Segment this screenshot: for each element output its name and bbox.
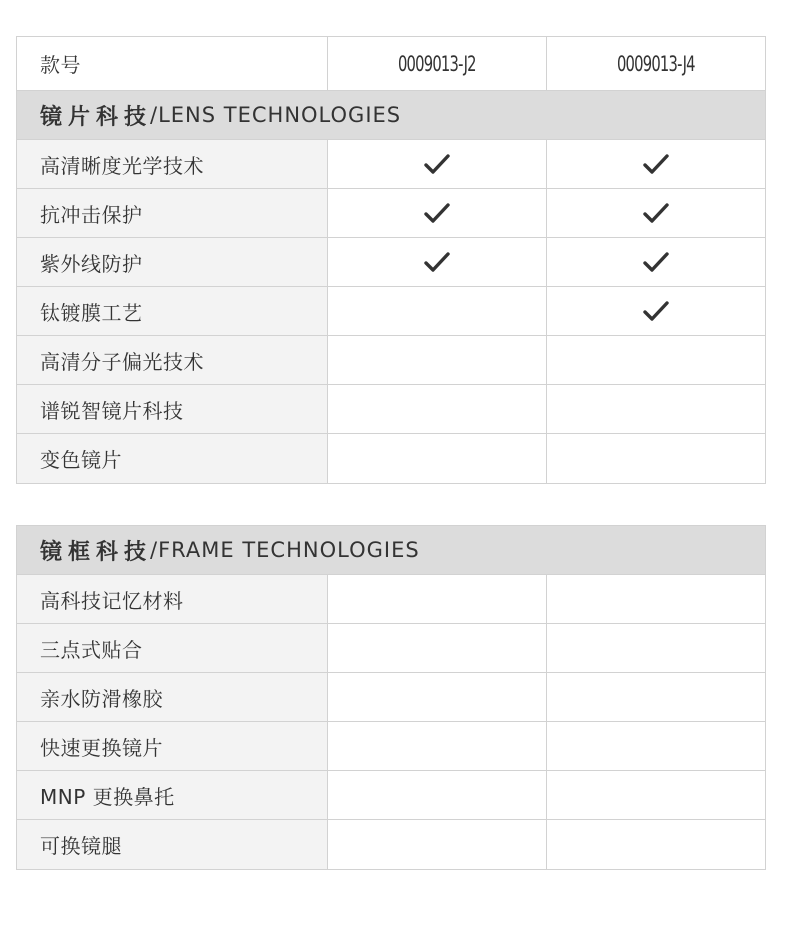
feature-label: 亲水防滑橡胶 [17,673,328,721]
feature-label: 快速更换镜片 [17,722,328,770]
section-title-cn: 镜片科技 [40,104,153,130]
table-row [17,238,765,287]
feature-cell [547,624,765,672]
table-row [17,385,765,434]
lens-technologies-table [16,36,766,484]
feature-cell [328,434,547,483]
feature-cell [328,624,547,672]
feature-label: 抗冲击保护 [17,189,328,237]
checkmark-icon [643,153,669,175]
table-row [17,434,765,483]
feature-cell [328,575,547,623]
feature-label: 谱锐智镜片科技 [17,385,328,433]
frame-feature-rows [17,575,765,869]
model-column-2 [547,37,765,90]
feature-label: 可换镜腿 [17,820,328,869]
feature-cell [328,673,547,721]
feature-cell [328,385,547,433]
feature-cell [547,434,765,483]
feature-label: 三点式贴合 [17,624,328,672]
feature-cell [328,771,547,819]
table-row [17,189,765,238]
feature-label: 高清分子偏光技术 [17,336,328,384]
model-code: 0009013-J4 [617,51,695,76]
lens-section-header [17,91,765,140]
feature-cell [547,385,765,433]
frame-technologies-table [16,525,766,870]
feature-cell [328,287,547,335]
table-row [17,140,765,189]
section-title-en: /LENS TECHNOLOGIES [150,103,402,127]
feature-label: MNP 更换鼻托 [17,771,328,819]
lens-feature-rows [17,140,765,483]
feature-cell [328,336,547,384]
checkmark-icon [643,251,669,273]
model-header-label: 款号 [17,37,328,90]
table-row [17,287,765,336]
checkmark-icon [424,251,450,273]
feature-label: 紫外线防护 [17,238,328,286]
feature-label: 变色镜片 [17,434,328,483]
checkmark-icon [643,202,669,224]
checkmark-icon [424,153,450,175]
feature-cell [547,336,765,384]
table-row [17,722,765,771]
feature-cell [328,140,547,188]
feature-cell [547,238,765,286]
table-row [17,673,765,722]
model-header-row [17,37,765,91]
feature-cell [547,771,765,819]
feature-label: 高科技记忆材料 [17,575,328,623]
table-row [17,575,765,624]
section-title-cn: 镜框科技 [40,539,153,565]
feature-cell [547,722,765,770]
checkmark-icon [424,202,450,224]
feature-cell [547,140,765,188]
feature-cell [328,189,547,237]
feature-cell [328,722,547,770]
model-column-1 [328,37,547,90]
feature-cell [328,820,547,869]
model-code: 0009013-J2 [398,51,476,76]
feature-cell [328,238,547,286]
table-row [17,624,765,673]
section-title-en: /FRAME TECHNOLOGIES [150,538,420,562]
feature-cell [547,820,765,869]
table-row [17,820,765,869]
feature-cell [547,287,765,335]
checkmark-icon [643,300,669,322]
feature-cell [547,575,765,623]
frame-section-header [17,526,765,575]
table-row [17,771,765,820]
feature-cell [547,189,765,237]
table-row [17,336,765,385]
feature-cell [547,673,765,721]
feature-label: 高清晰度光学技术 [17,140,328,188]
feature-label: 钛镀膜工艺 [17,287,328,335]
